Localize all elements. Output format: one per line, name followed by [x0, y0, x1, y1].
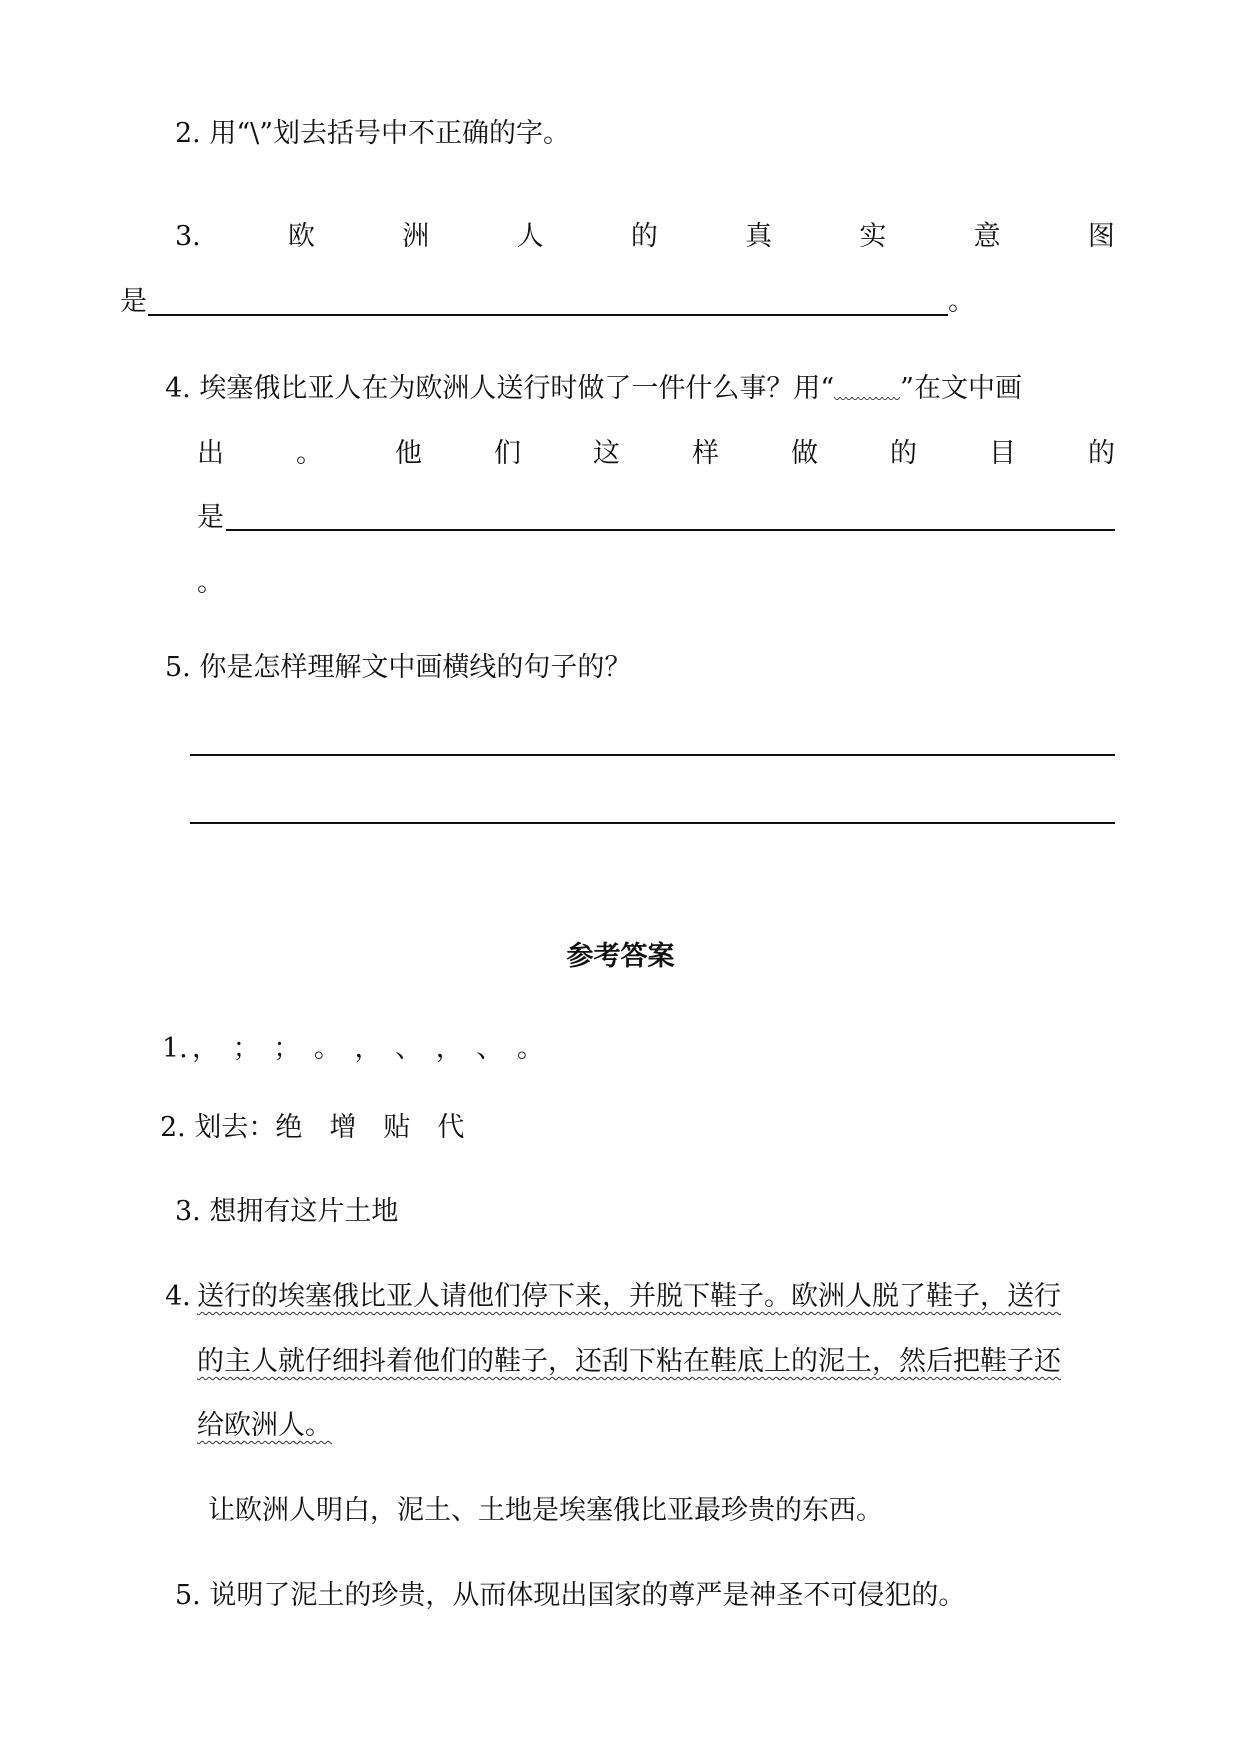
question-5: 5. 你是怎样理解文中画横线的句子的？: [165, 652, 632, 683]
q3-answer-start: 是: [120, 286, 147, 317]
q4-answer-end: 。: [197, 567, 224, 598]
q5-answer-blank-1[interactable]: [190, 754, 1115, 756]
q3-char: 真: [745, 221, 773, 252]
a1-mark: 、: [476, 1033, 504, 1064]
q4-char: 他: [395, 438, 422, 469]
question-3-line1: [175, 217, 1115, 257]
q4-char: 这: [593, 438, 620, 469]
answer-5: 5. 说明了泥土的珍贵，从而体现出国家的尊严是神圣不可侵犯的。: [175, 1580, 966, 1611]
a1-mark: ，: [435, 1033, 463, 1064]
q4-char: 们: [494, 438, 521, 469]
a1-mark: 。: [313, 1033, 341, 1064]
q4-answer-start: 是: [197, 502, 224, 533]
q4-text-a: 4. 埃塞俄比亚人在为欧洲人送行时做了一件什么事？用“: [165, 373, 835, 404]
question-4-line1: [165, 369, 1022, 409]
wavy-underline-sample: [834, 375, 900, 405]
q4-char: 出: [197, 438, 224, 469]
answer-1-label: 1.: [162, 1033, 188, 1064]
q3-char: 的: [630, 221, 658, 252]
q3-answer-blank[interactable]: [148, 314, 948, 316]
answer-4-number: 4.: [165, 1281, 191, 1312]
answer-key-heading: 参考答案: [566, 941, 675, 972]
q4-char: 样: [692, 438, 719, 469]
q3-answer-end: 。: [948, 286, 975, 317]
q3-char: 3.: [175, 221, 201, 252]
answer-4-line3: 给欧洲人。: [197, 1410, 332, 1441]
q3-char: 人: [516, 221, 544, 252]
q3-char: 洲: [402, 221, 430, 252]
question-2: 2. 用“\”划去括号中不正确的字。: [175, 118, 571, 149]
q3-char: 欧: [288, 221, 316, 252]
answer-4-line2: 的主人就仔细抖着他们的鞋子，还刮下粘在鞋底上的泥土，然后把鞋子还: [197, 1346, 1061, 1377]
q4-char: 。: [296, 438, 323, 469]
answer-3: 3. 想拥有这片土地: [175, 1196, 399, 1227]
q4-char: 目: [989, 438, 1016, 469]
q4-text-b: ”在文中画: [900, 373, 1022, 404]
q3-char: 图: [1087, 221, 1115, 252]
q4-char: 的: [890, 438, 917, 469]
a1-mark: ；: [273, 1033, 301, 1064]
a1-mark: 。: [517, 1033, 544, 1064]
q3-char: 意: [973, 221, 1001, 252]
q3-char: 实: [859, 221, 887, 252]
q4-char: 的: [1088, 438, 1115, 469]
q4-char: 做: [791, 438, 818, 469]
answer-1-marks: [192, 1029, 544, 1069]
answer-2: 2. 划去：绝 增 贴 代: [160, 1112, 465, 1143]
a1-mark: ，: [354, 1033, 382, 1064]
a1-mark: ，: [192, 1033, 219, 1064]
answer-4-line1: 送行的埃塞俄比亚人请他们停下来，并脱下鞋子。欧洲人脱了鞋子，送行: [197, 1281, 1061, 1312]
q5-answer-blank-2[interactable]: [190, 822, 1115, 824]
answer-4-purpose: 让欧洲人明白，泥土、土地是埃塞俄比亚最珍贵的东西。: [208, 1495, 883, 1526]
question-4-line2: [197, 434, 1115, 474]
a1-mark: ；: [232, 1033, 260, 1064]
a1-mark: 、: [395, 1033, 423, 1064]
q4-answer-blank[interactable]: [226, 529, 1115, 531]
